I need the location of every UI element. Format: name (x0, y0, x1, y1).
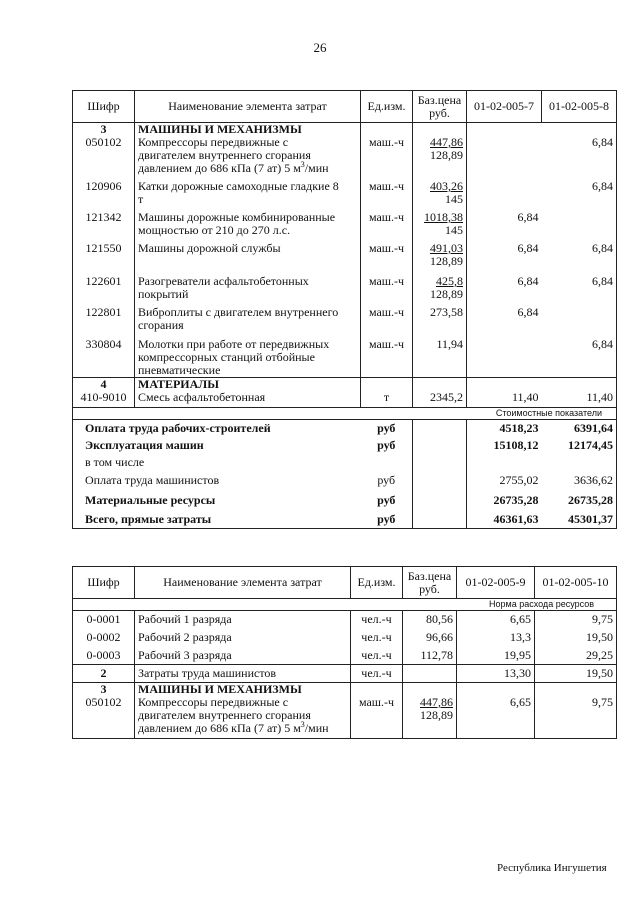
sum-value-2: 6391,64 (542, 420, 617, 437)
row-code: 0-0002 (73, 629, 135, 647)
table-row (73, 237, 617, 268)
row-unit: маш.-ч (361, 301, 413, 332)
sum-name: Эксплуатация машин (73, 437, 361, 454)
row-price: 80,56 (403, 611, 457, 629)
sum-name: Оплата труда машинистов (73, 471, 361, 491)
row-code: 121550 (73, 237, 135, 268)
header-col-1: 01-02-005-7 (467, 91, 542, 123)
table-row (73, 332, 617, 378)
sum-unit: руб (361, 491, 413, 511)
row-value-1: 11,40 (511, 390, 539, 404)
table-header (73, 567, 617, 599)
row-unit: маш.-ч (351, 696, 403, 739)
row-unit: маш.-ч (361, 268, 413, 301)
row-name: Машины дорожной службы (135, 237, 361, 268)
row-value-2: 11,40 (542, 391, 617, 408)
table-row (73, 136, 617, 175)
row-name: Катки дорожные самоходные гладкие 8 т (135, 175, 361, 206)
row-value-2: 6,84 (542, 237, 617, 268)
row-price: 1018,38 145 (413, 206, 467, 237)
row-price: 425,8 128,89 (413, 268, 467, 301)
row-price: 273,58 (413, 301, 467, 332)
norm-caption: Норма расхода ресурсов (73, 599, 617, 611)
row-name: Компрессоры передвижные с двигателем внутреннего сгорания давлением до 686 кПа (7 ат) 5 $м^3$/мин (135, 136, 361, 175)
section-number: 3 (73, 683, 135, 697)
row-unit: маш.-ч (361, 136, 413, 175)
row-value-1: 6,84 (517, 210, 539, 224)
table-row (73, 301, 617, 332)
row-code: 050102 (73, 136, 135, 175)
section-title: МАШИНЫ И МЕХАНИЗМЫ (135, 683, 351, 697)
sum-value-2: 3636,62 (542, 471, 617, 491)
row-code: 0-0003 (73, 647, 135, 665)
row-price: 447,86 128,89 (413, 136, 467, 175)
row-value-2 (542, 301, 617, 332)
header-unit: Ед.изм. (361, 91, 413, 123)
page-number: 26 (313, 40, 327, 55)
row-value-1: 6,84 (517, 305, 539, 319)
row-value-1: 19,95 (457, 647, 535, 665)
section-title: МАТЕРИАЛЫ (135, 378, 361, 392)
row-price: 112,78 (403, 647, 457, 665)
table-row (73, 611, 617, 629)
row-price: 11,94 (413, 332, 467, 378)
table-row (73, 391, 617, 408)
row-value-1 (467, 332, 542, 378)
row-name: Рабочий 2 разряда (135, 629, 351, 647)
header-price: Баз.цена руб. (413, 91, 467, 123)
table-header (73, 91, 617, 123)
row-value-2: 29,25 (535, 647, 617, 665)
row-value-2: 19,50 (535, 665, 617, 683)
table-row (73, 696, 617, 739)
row-unit: чел.-ч (351, 647, 403, 665)
sum-unit (361, 454, 413, 471)
table-row (73, 206, 617, 237)
row-value-1: 6,65 (457, 696, 535, 739)
row-value-1: 6,84 (517, 274, 539, 288)
sum-value-1 (467, 454, 542, 471)
sum-value-1: 2755,02 (499, 473, 539, 487)
row-name: Молотки при работе от передвижных компрессорных станций отбойные пневматические (135, 332, 361, 378)
row-code: 120906 (73, 175, 135, 206)
sum-value-1: 26735,28 (493, 493, 539, 507)
row-value-2: 6,84 (542, 268, 617, 301)
row-name: Рабочий 3 разряда (135, 647, 351, 665)
header-name: Наименование элемента затрат (135, 91, 361, 123)
section-row (73, 378, 617, 392)
sum-name: Материальные ресурсы (73, 491, 361, 511)
sum-value-2: 26735,28 (542, 491, 617, 511)
sum-row (73, 491, 617, 511)
row-price: 96,66 (403, 629, 457, 647)
row-code: 410-9010 (73, 391, 135, 408)
section-title: МАШИНЫ И МЕХАНИЗМЫ (135, 123, 361, 137)
sum-row (73, 471, 617, 491)
sum-value-2: 12174,45 (542, 437, 617, 454)
sum-unit: руб (361, 511, 413, 529)
row-value-2: 9,75 (535, 696, 617, 739)
sum-unit: руб (361, 471, 413, 491)
row-name: Затраты труда машинистов (135, 665, 351, 683)
row-unit: маш.-ч (361, 237, 413, 268)
header-price: Баз.цена руб. (403, 567, 457, 599)
row-value-1 (467, 136, 542, 175)
header-name: Наименование элемента затрат (135, 567, 351, 599)
resources-table-1 (72, 90, 617, 529)
header-unit: Ед.изм. (351, 567, 403, 599)
header-code: Шифр (73, 91, 135, 123)
row-value-2: 19,50 (535, 629, 617, 647)
row-name: Смесь асфальтобетонная (135, 391, 361, 408)
sum-value-1: 4518,23 (499, 420, 539, 435)
header-code: Шифр (73, 567, 135, 599)
sum-unit: руб (361, 420, 413, 437)
row-value-2: 6,84 (542, 332, 617, 378)
row-value-1: 13,3 (457, 629, 535, 647)
section-number: 4 (73, 378, 135, 392)
table-row (73, 175, 617, 206)
row-price: 2345,2 (413, 391, 467, 408)
row-code: 122601 (73, 268, 135, 301)
sum-name: в том числе (73, 454, 361, 471)
table-row (73, 268, 617, 301)
resources-table-2 (72, 566, 617, 739)
row-code: 122801 (73, 301, 135, 332)
header-col-1: 01-02-005-9 (457, 567, 535, 599)
row-price: 491,03 128,89 (413, 237, 467, 268)
table-row (73, 629, 617, 647)
row-unit: маш.-ч (361, 332, 413, 378)
row-value-1: 6,65 (457, 611, 535, 629)
row-price: 447,86 128,89 (403, 696, 457, 739)
sum-row (73, 511, 617, 529)
footer-region: Республика Ингушетия (497, 862, 607, 874)
row-unit: чел.-ч (351, 611, 403, 629)
cost-indicators-caption: Стоимостные показатели (73, 408, 617, 420)
sum-unit: руб (361, 437, 413, 454)
row-value-2: 6,84 (542, 136, 617, 175)
row-value-1: 13,30 (457, 665, 535, 683)
section-row (73, 665, 617, 683)
row-name: Машины дорожные комбинированные мощностью от 210 до 270 л.с. (135, 206, 361, 237)
row-name: Разогреватели асфальтобетонных покрытий (135, 268, 361, 301)
row-value-1 (467, 175, 542, 206)
row-value-2: 9,75 (535, 611, 617, 629)
sum-row (73, 454, 617, 471)
row-value-2 (542, 206, 617, 237)
row-price: 403,26 145 (413, 175, 467, 206)
sum-value-1: 15108,12 (493, 437, 539, 452)
row-unit: чел.-ч (351, 665, 403, 683)
sum-row (73, 420, 617, 437)
header-col-2: 01-02-005-10 (535, 567, 617, 599)
section-number: 3 (73, 123, 135, 137)
sum-value-2 (542, 454, 617, 471)
sum-row (73, 437, 617, 454)
row-value-1: 6,84 (517, 241, 539, 255)
header-col-2: 01-02-005-8 (542, 91, 617, 123)
row-code: 121342 (73, 206, 135, 237)
table-row (73, 647, 617, 665)
row-code: 330804 (73, 332, 135, 378)
row-code: 0-0001 (73, 611, 135, 629)
row-name: Компрессоры передвижные с двигателем внутреннего сгорания давлением до 686 кПа (7 ат) 5 $м^3$/мин (135, 696, 351, 739)
sum-value-2: 45301,37 (542, 511, 617, 529)
sum-name: Оплата труда рабочих-строителей (73, 420, 361, 437)
section-number: 2 (73, 665, 135, 683)
row-code: 050102 (73, 696, 135, 739)
sum-value-1: 46361,63 (467, 511, 542, 529)
section-row (73, 683, 617, 697)
row-unit: маш.-ч (361, 175, 413, 206)
row-name: Виброплиты с двигателем внутреннего сгорания (135, 301, 361, 332)
row-unit: т (361, 391, 413, 408)
row-name: Рабочий 1 разряда (135, 611, 351, 629)
row-value-2: 6,84 (542, 175, 617, 206)
row-unit: маш.-ч (361, 206, 413, 237)
row-unit: чел.-ч (351, 629, 403, 647)
section-row (73, 123, 617, 137)
sum-name: Всего, прямые затраты (73, 511, 361, 529)
